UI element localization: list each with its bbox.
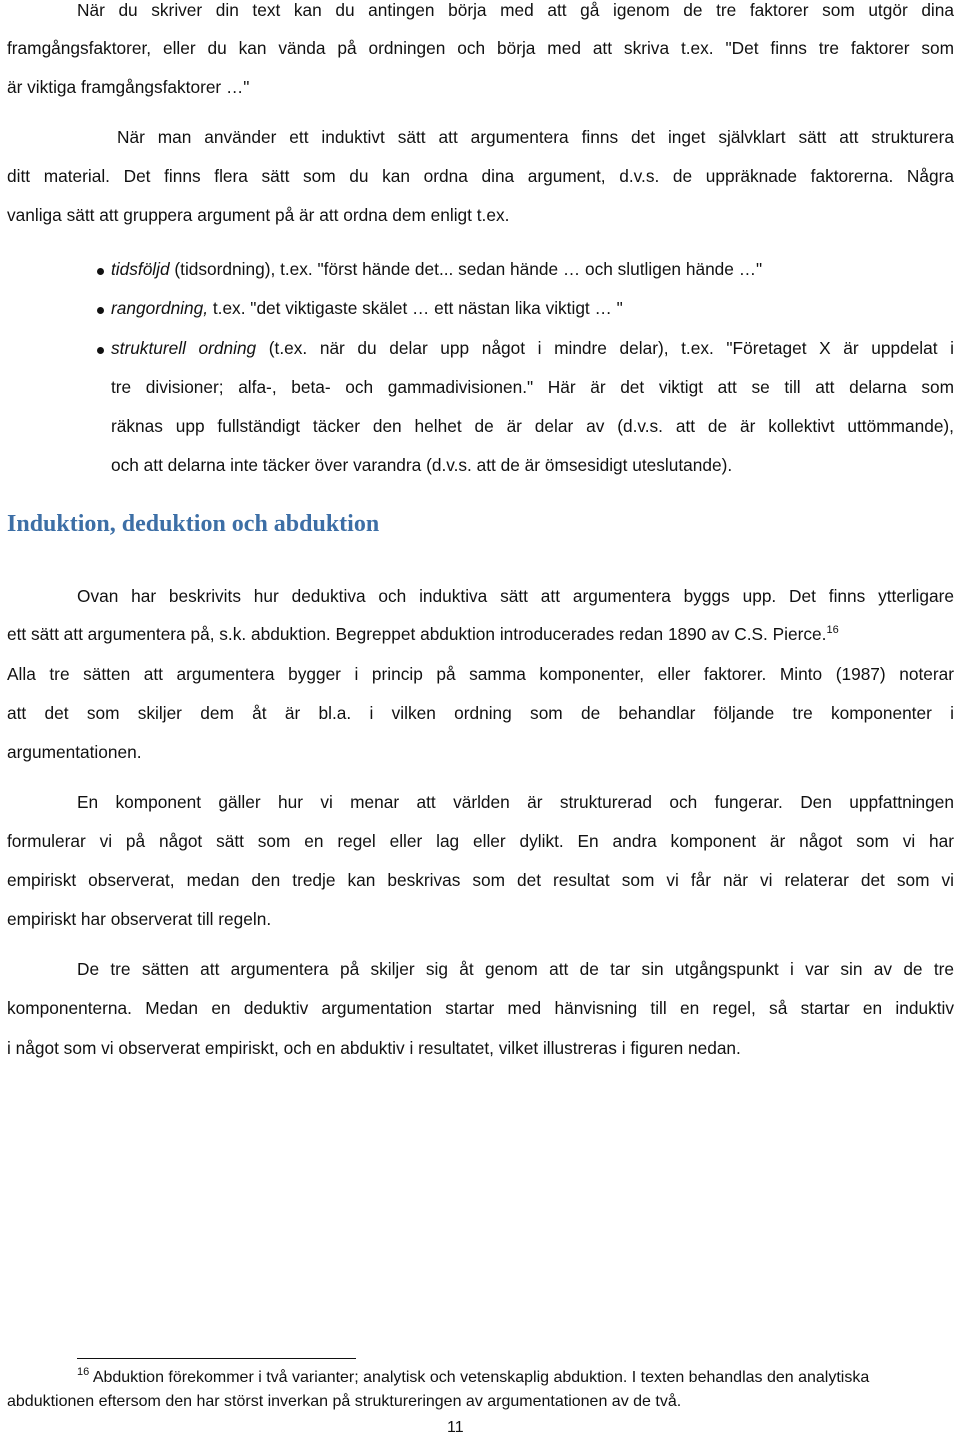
intro-line-3: är viktiga framgångsfaktorer …"	[7, 77, 250, 97]
para3-line-1: Ovan har beskrivits hur deduktiva och induktiva sätt att argumentera byggs upp. Det finns ytterligare	[77, 586, 954, 606]
intro-line-2: framgångsfaktorer, eller du kan vända på ordningen och börja med att skriva t.ex. "Det finns tre faktorer som	[7, 38, 954, 58]
para3-line-2	[7, 624, 947, 645]
bullet-icon	[97, 268, 104, 275]
footnote-ref: 16	[826, 624, 839, 636]
footnote-line-1	[77, 1366, 954, 1387]
list-item-3-line-4: och att delarna inte täcker över varandra (d.v.s. att de är ömsesidigt uteslutande).	[111, 455, 733, 475]
list-item-2-term: rangordning,	[111, 298, 209, 318]
list-item-3	[111, 338, 954, 359]
footnote-separator	[77, 1358, 356, 1359]
list-item-3-line-2: tre divisioner; alfa-, beta- och gammadivisionen." Här är det viktigt att se till att delarna som	[111, 377, 954, 397]
list-item-3-text: (t.ex. när du delar upp något i mindre delar), t.ex. "Företaget X är uppdelat i	[256, 338, 955, 358]
footnote-number: 16	[77, 1366, 90, 1378]
footnote-line-2: abduktionen eftersom den har störst inverkan på struktureringen av argumentationen av de två.	[7, 1393, 682, 1410]
para3-line-2-text: ett sätt att argumentera på, s.k. abduktion. Begreppet abduktion introducerades redan 1890 av C.S. Pierce.	[7, 624, 827, 644]
para5-line-2: komponenterna. Medan en deduktiv argumentation startar med hänvisning till en regel, så startar en induktiv	[7, 998, 954, 1018]
para4-line-4: empiriskt har observerat till regeln.	[7, 909, 272, 929]
para4-line-2: formulerar vi på något sätt som en regel eller lag eller dylikt. En andra komponent är något som vi har	[7, 831, 954, 851]
page-number: 11	[447, 1419, 464, 1436]
list-item-2-text: t.ex. "det viktigaste skälet … ett nästan lika viktigt … "	[208, 298, 623, 318]
para3-line-3: Alla tre sätten att argumentera bygger i princip på samma komponenter, eller faktorer. Minto (1987) noterar	[7, 664, 954, 684]
para4-line-3: empiriskt observerat, medan den tredje kan beskrivas som det resultat som vi får när vi relaterar det som vi	[7, 870, 954, 890]
bullet-icon	[97, 307, 104, 314]
para2-line-3: vanliga sätt att gruppera argument på är att ordna dem enligt t.ex.	[7, 205, 510, 225]
list-item-1-term: tidsföljd	[111, 259, 170, 279]
list-item-1	[111, 259, 960, 280]
bullet-icon	[97, 347, 104, 354]
para5-line-1: De tre sätten att argumentera på skiljer sig åt genom att de tar sin utgångspunkt i var sin av de tre	[77, 959, 954, 979]
list-item-3-term: strukturell ordning	[111, 338, 257, 358]
list-item-2	[111, 298, 960, 319]
section-heading: Induktion, deduktion och abduktion	[7, 511, 380, 537]
para2-line-2: ditt material. Det finns flera sätt som du kan ordna dina argument, d.v.s. de uppräknade faktorerna. Några	[7, 166, 954, 186]
intro-line-1: När du skriver din text kan du antingen börja med att gå igenom de tre faktorer som utgör dina	[77, 0, 954, 20]
list-item-3-line-3: räknas upp fullständigt täcker den helhet de är delar av (d.v.s. att de är kollektivt uttömmande),	[111, 416, 954, 436]
para4-line-1: En komponent gäller hur vi menar att världen är strukturerad och fungerar. Den uppfattningen	[77, 792, 954, 812]
para2-line-1: När man använder ett induktivt sätt att argumentera finns det inget självklart sätt att strukturera	[117, 127, 954, 147]
footnote-line-1-text: Abduktion förekommer i två varianter; analytisk och vetenskaplig abduktion. I texten behandlas den analytiska	[89, 1369, 870, 1386]
para5-line-3: i något som vi observerat empiriskt, och en abduktiv i resultatet, vilket illustreras i figuren nedan.	[7, 1038, 741, 1058]
para3-line-5: argumentationen.	[7, 742, 142, 762]
para3-line-4: att det som skiljer dem åt är bl.a. i vilken ordning som de behandlar följande tre komponenter i	[7, 703, 954, 723]
list-item-1-text: (tidsordning), t.ex. "först hände det... sedan hände … och slutligen hände …"	[169, 259, 763, 279]
